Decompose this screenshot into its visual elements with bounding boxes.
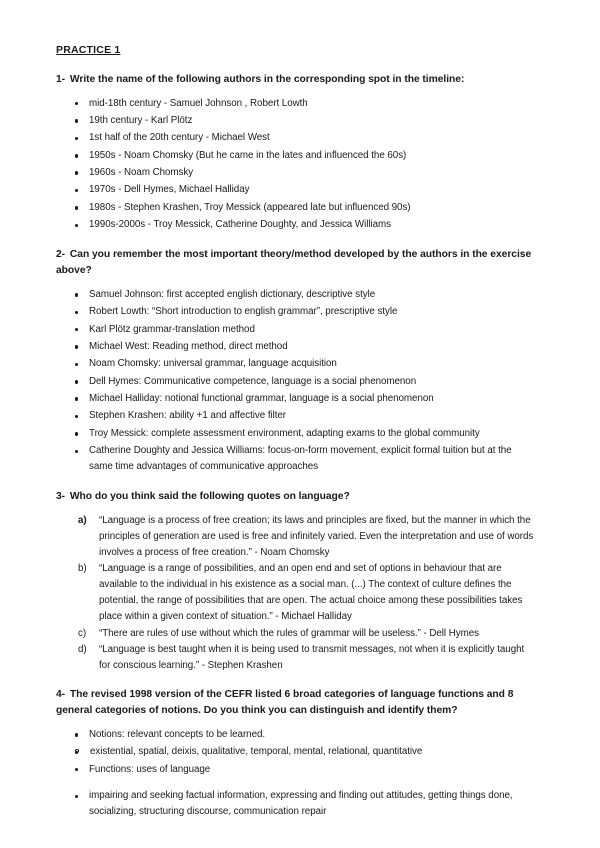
question-4-notion-sublist: [56, 744, 536, 760]
list-item: Michael Halliday: notional functional grammar, language is a social phenomenon: [56, 391, 536, 407]
quote-marker: d): [78, 643, 87, 655]
quote-marker: a): [78, 514, 87, 526]
list-item: Troy Messick: complete assessment environment, adapting exams to the global community: [56, 426, 536, 442]
question-3-number: 3-: [56, 490, 66, 502]
question-2-heading: [56, 247, 536, 279]
question-1-heading: [56, 72, 536, 88]
list-item: 1980s - Stephen Krashen, Troy Messick (appeared late but influenced 90s): [56, 200, 536, 216]
list-item: mid-18th century - Samuel Johnson , Robert Lowth: [56, 96, 536, 112]
sub-list-item: existential, spatial, deixis, qualitative, temporal, mental, relational, quantitative: [56, 744, 536, 760]
list-item: Michael West: Reading method, direct method: [56, 339, 536, 355]
list-item: Stephen Krashen: ability +1 and affective filter: [56, 408, 536, 424]
quote-item-d: [56, 642, 536, 674]
list-item: Samuel Johnson: first accepted english dictionary, descriptive style: [56, 287, 536, 303]
question-2-answer-list: [56, 287, 536, 475]
question-4-answer-list: [56, 727, 536, 820]
list-item: Functions: uses of language: [56, 762, 536, 778]
quote-text: “Language is best taught when it is being used to transmit messages, not when it is explicitly taught for conscious learning.” - Stephen Krashen: [99, 643, 525, 671]
question-4-heading: [56, 687, 536, 719]
list-item: 19th century - Karl Plötz: [56, 113, 536, 129]
list-item: Noam Chomsky: universal grammar, language acquisition: [56, 356, 536, 372]
quote-item-c: [56, 626, 536, 642]
list-item: 1960s - Noam Chomsky: [56, 165, 536, 181]
list-item: 1990s-2000s - Troy Messick, Catherine Doughty, and Jessica Williams: [56, 217, 536, 233]
question-1-number: 1-: [56, 73, 66, 85]
list-item: Dell Hymes: Communicative competence, language is a social phenomenon: [56, 374, 536, 390]
list-item: 1970s - Dell Hymes, Michael Halliday: [56, 182, 536, 198]
question-3-heading: [56, 489, 536, 505]
quote-item-b: [56, 561, 536, 625]
quote-marker: b): [78, 563, 87, 575]
list-item: impairing and seeking factual information, expressing and finding out attitudes, getting things done, socializing, structuring discourse, communication repair: [56, 788, 536, 820]
list-item: Notions: relevant concepts to be learned.: [56, 727, 536, 743]
question-4-text: The revised 1998 version of the CEFR listed 6 broad categories of language functions and 8 general categories of notions. Do you think you can distinguish and identify them?: [56, 688, 514, 716]
question-3-text: Who do you think said the following quotes on language?: [69, 490, 350, 502]
list-item: Catherine Doughty and Jessica Williams: focus-on-form movement, explicit formal tuition but at the same time advantages of communicative approaches: [56, 443, 536, 475]
question-2-number: 2-: [56, 248, 66, 260]
quote-text: “Language is a process of free creation; its laws and principles are fixed, but the manner in which the principles of generation are used is free and infinitely varied. Even the interpretation and use of words involves a process of free creation.” - Noam Chomsky: [99, 514, 534, 558]
list-item: Robert Lowth: “Short introduction to english grammar”, prescriptive style: [56, 304, 536, 320]
list-item: 1950s - Noam Chomsky (But he came in the lates and influenced the 60s): [56, 148, 536, 164]
page-title: PRACTICE 1: [56, 44, 121, 56]
quote-item-a: [56, 513, 536, 561]
question-1-text: Write the name of the following authors in the corresponding spot in the timeline:: [69, 73, 465, 85]
nested-sublist-wrapper: [56, 744, 536, 760]
question-1-answer-list: [56, 96, 536, 233]
question-2-text: Can you remember the most important theory/method developed by the authors in the exercise above?: [56, 248, 532, 276]
quote-text: “Language is a range of possibilities, and an open end and set of options in behaviour that are available to the individual in his existence as a social man. (...) The context of culture defines the potential, the range of possibilities that are open. The actual choice among these possibilities takes place within a given context of situation.” - Michael Halliday: [99, 563, 523, 623]
quote-marker: c): [78, 627, 87, 639]
question-3-quote-list: [56, 513, 536, 674]
list-item: Karl Plötz grammar-translation method: [56, 322, 536, 338]
document-body: [56, 44, 536, 834]
quote-text: “There are rules of use without which the rules of grammar will be useless.” - Dell Hymes: [99, 627, 479, 639]
question-4-number: 4-: [56, 688, 66, 700]
list-item: 1st half of the 20th century - Michael West: [56, 130, 536, 146]
